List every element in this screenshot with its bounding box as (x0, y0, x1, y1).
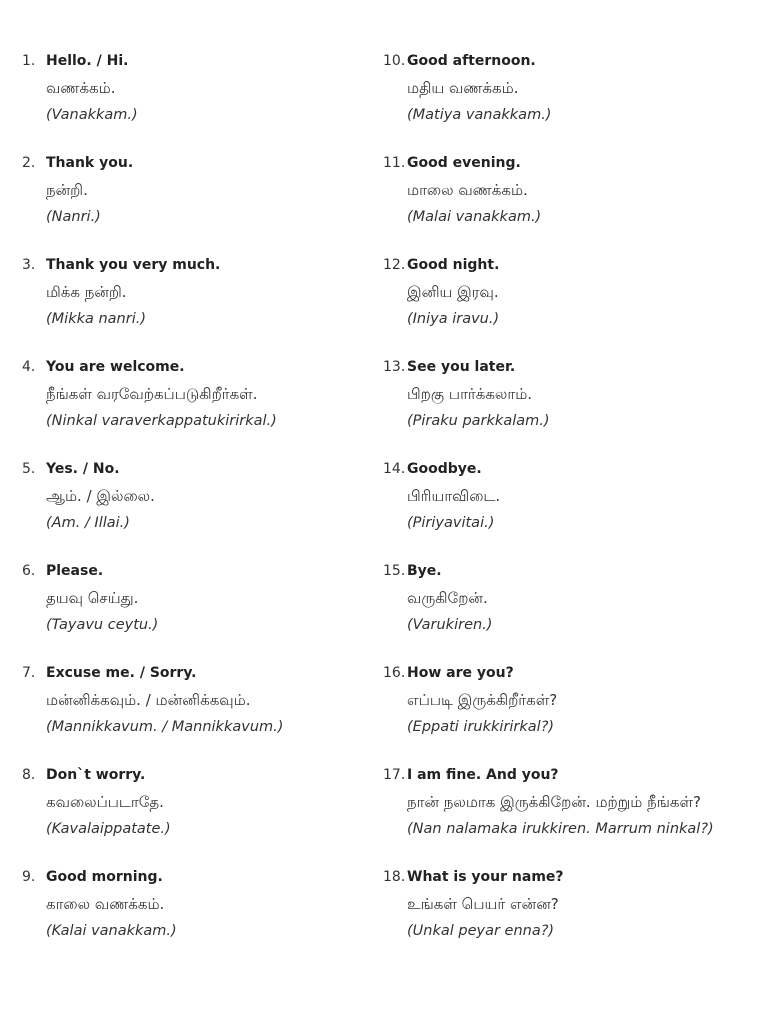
transliteration: (Eppati irukkirirkal?) (407, 719, 555, 735)
phrase-number: 18. (383, 869, 406, 885)
phrase-number: 8. (22, 767, 36, 783)
phrase-number: 7. (22, 665, 36, 681)
english-phrase: Don`t worry. (46, 767, 146, 783)
tamil-phrase: மாலை வணக்கம். (407, 181, 528, 199)
tamil-phrase: மன்னிக்கவும். / மன்னிக்கவும். (46, 691, 251, 709)
transliteration: (Mannikkavum. / Mannikkavum.) (46, 719, 284, 735)
english-phrase: Thank you. (46, 155, 134, 171)
phrase-content (407, 150, 743, 231)
phrase-item (22, 354, 362, 435)
phrase-number: 17. (383, 767, 406, 783)
tamil-phrase: காலை வணக்கம். (46, 895, 165, 913)
phrase-number: 11. (383, 155, 406, 171)
tamil-phrase: நான் நலமாக இருக்கிறேன். மற்றும் நீங்கள்? (407, 793, 701, 811)
tamil-phrase: உங்கள் பெயர் என்ன? (407, 895, 559, 913)
tamil-phrase: ஆம். / இல்லை. (46, 487, 155, 505)
english-phrase: Goodbye. (407, 461, 482, 477)
phrase-number: 15. (383, 563, 406, 579)
phrase-content (46, 456, 362, 537)
transliteration: (Nanri.) (46, 209, 101, 225)
english-phrase: Good evening. (407, 155, 521, 171)
transliteration: (Ninkal varaverkappatukirirkal.) (46, 413, 277, 429)
phrase-content (46, 660, 362, 741)
transliteration: (Kalai vanakkam.) (46, 923, 177, 939)
phrase-content (407, 558, 743, 639)
phrase-content (407, 864, 743, 945)
phrase-content (407, 762, 743, 843)
tamil-phrase: தயவு செய்து. (46, 589, 139, 607)
tamil-phrase: மதிய வணக்கம். (407, 79, 519, 97)
phrase-content (46, 558, 362, 639)
english-phrase: Good night. (407, 257, 500, 273)
transliteration: (Kavalaippatate.) (46, 821, 171, 837)
phrase-number: 4. (22, 359, 36, 375)
phrase-content (46, 762, 362, 843)
phrase-number: 9. (22, 869, 36, 885)
phrase-item (22, 150, 362, 231)
transliteration: (Iniya iravu.) (407, 311, 500, 327)
phrase-number: 10. (383, 53, 406, 69)
tamil-phrase: வணக்கம். (46, 79, 116, 97)
transliteration: (Varukiren.) (407, 617, 493, 633)
english-phrase: See you later. (407, 359, 516, 375)
english-phrase: Hello. / Hi. (46, 53, 129, 69)
phrase-item (22, 456, 362, 537)
english-phrase: Excuse me. / Sorry. (46, 665, 197, 681)
transliteration: (Unkal peyar enna?) (407, 923, 555, 939)
phrase-number: 5. (22, 461, 36, 477)
phrase-item (22, 558, 362, 639)
english-phrase: Good morning. (46, 869, 163, 885)
phrase-number: 14. (383, 461, 406, 477)
tamil-phrase: எப்படி இருக்கிறீர்கள்? (407, 691, 558, 709)
phrase-number: 2. (22, 155, 36, 171)
transliteration: (Malai vanakkam.) (407, 209, 542, 225)
phrase-content (407, 354, 743, 435)
phrase-content (407, 252, 743, 333)
english-phrase: I am fine. And you? (407, 767, 559, 783)
phrase-item (383, 252, 743, 333)
phrase-number: 6. (22, 563, 36, 579)
tamil-phrase: கவலைப்படாதே. (46, 793, 164, 811)
transliteration: (Mikka nanri.) (46, 311, 147, 327)
transliteration: (Vanakkam.) (46, 107, 138, 123)
phrase-column-right (383, 48, 743, 966)
english-phrase: You are welcome. (46, 359, 185, 375)
phrase-item (383, 864, 743, 945)
phrase-item (22, 48, 362, 129)
phrase-item (22, 252, 362, 333)
phrase-item (383, 558, 743, 639)
transliteration: (Nan nalamaka irukkiren. Marrum ninkal?) (407, 821, 714, 837)
phrase-item (383, 660, 743, 741)
phrase-item (383, 456, 743, 537)
phrase-content (407, 48, 743, 129)
phrase-content (46, 48, 362, 129)
phrase-content (407, 660, 743, 741)
phrase-item (22, 762, 362, 843)
tamil-phrase: நன்றி. (46, 181, 88, 199)
phrase-content (46, 252, 362, 333)
transliteration: (Piriyavitai.) (407, 515, 495, 531)
phrase-content (407, 456, 743, 537)
phrase-item (383, 354, 743, 435)
phrase-number: 1. (22, 53, 36, 69)
tamil-phrase: மிக்க நன்றி. (46, 283, 127, 301)
english-phrase: Bye. (407, 563, 442, 579)
phrase-content (46, 150, 362, 231)
tamil-phrase: பிறகு பார்க்கலாம். (407, 385, 533, 403)
tamil-phrase: நீங்கள் வரவேற்கப்படுகிறீர்கள். (46, 385, 258, 403)
phrase-number: 13. (383, 359, 406, 375)
transliteration: (Tayavu ceytu.) (46, 617, 159, 633)
phrase-content (46, 354, 362, 435)
phrase-column-left (22, 48, 362, 966)
transliteration: (Piraku parkkalam.) (407, 413, 550, 429)
phrase-item (22, 660, 362, 741)
english-phrase: Please. (46, 563, 104, 579)
phrase-item (383, 150, 743, 231)
phrase-item (383, 762, 743, 843)
english-phrase: Good afternoon. (407, 53, 536, 69)
tamil-phrase: பிரியாவிடை. (407, 487, 501, 505)
transliteration: (Am. / Illai.) (46, 515, 130, 531)
phrase-item (22, 864, 362, 945)
english-phrase: Thank you very much. (46, 257, 221, 273)
phrase-number: 12. (383, 257, 406, 273)
phrase-number: 16. (383, 665, 406, 681)
english-phrase: How are you? (407, 665, 514, 681)
transliteration: (Matiya vanakkam.) (407, 107, 552, 123)
tamil-phrase: வருகிறேன். (407, 589, 488, 607)
english-phrase: Yes. / No. (46, 461, 120, 477)
phrase-content (46, 864, 362, 945)
tamil-phrase: இனிய இரவு. (407, 283, 499, 301)
phrase-item (383, 48, 743, 129)
english-phrase: What is your name? (407, 869, 564, 885)
phrase-number: 3. (22, 257, 36, 273)
